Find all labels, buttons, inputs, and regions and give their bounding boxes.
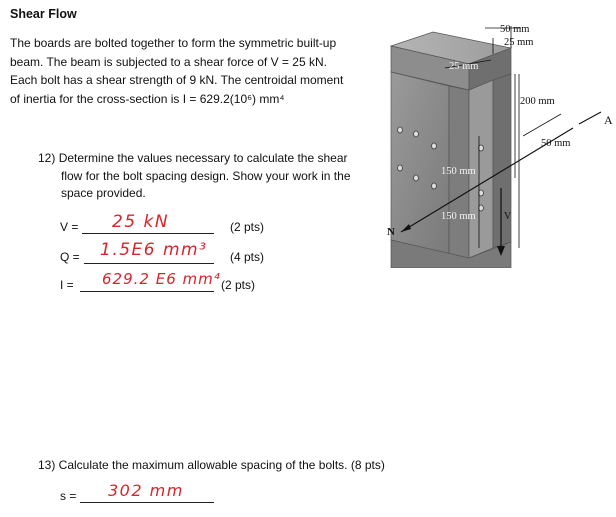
answer-q-line [84,263,214,264]
question-12-number: 12) [38,151,56,165]
label-n: N [387,226,395,238]
answer-i-row [60,270,380,296]
answer-v-label: V = [60,220,79,234]
question-12 [38,150,378,203]
beam-figure [383,18,616,268]
answer-i-label: I = [60,278,74,292]
answer-q-points: (4 pts) [230,250,265,264]
dim-150mm-lower: 150 mm [441,211,476,222]
answer-i-points: (2 pts) [221,278,256,292]
answer-v-handwritten: 25 kN [112,212,170,232]
statement-line: of inertia for the cross-section is I = 629.2(10⁶) mm⁴ [10,91,285,106]
statement-line: Each bolt has a shear strength of 9 kN. The centroidal moment [10,73,344,87]
answer-q-row [60,240,380,268]
question-13: 13) Calculate the maximum allowable spacing of the bolts. (8 pts) [38,458,385,472]
dim-50mm-right: 50 mm [541,138,571,149]
dim-200mm: 200 mm [520,96,555,107]
problem-statement [10,34,370,108]
dim-150mm-upper: 150 mm [441,166,476,177]
answer-q-handwritten: 1.5E6 mm³ [100,240,208,260]
label-a: A [604,113,613,127]
dim-25mm-top: 25 mm [504,37,534,48]
dim-50mm-top: 50 mm [500,24,530,35]
dim-25mm-flange: 25 mm [449,61,479,72]
statement-line: beam. The beam is subjected to a shear force of V = 25 kN. [10,54,327,69]
question-12-line: flow for the bolt spacing design. Show your work in the [61,168,351,183]
answer-s-line [80,502,214,503]
answer-v-row [60,212,380,238]
answer-v-points: (2 pts) [230,220,265,234]
answer-i-line [80,291,214,292]
question-12-line: space provided. [61,186,146,200]
problem-title: Shear Flow [10,7,77,21]
answer-s-row [60,481,260,507]
answer-s-label: s = [60,489,77,503]
answer-s-handwritten: 302 mm [108,481,184,500]
beam-diagram [383,18,616,268]
statement-line: The boards are bolted together to form the symmetric built-up [10,36,337,50]
answer-i-handwritten: 629.2 E6 mm⁴ [102,270,221,288]
question-12-line [38,150,378,168]
answer-v-line [82,233,214,234]
label-v: V [504,211,512,222]
answer-q-label: Q = [60,250,80,264]
question-12-text: Determine the values necessary to calculate the shear [58,151,348,165]
